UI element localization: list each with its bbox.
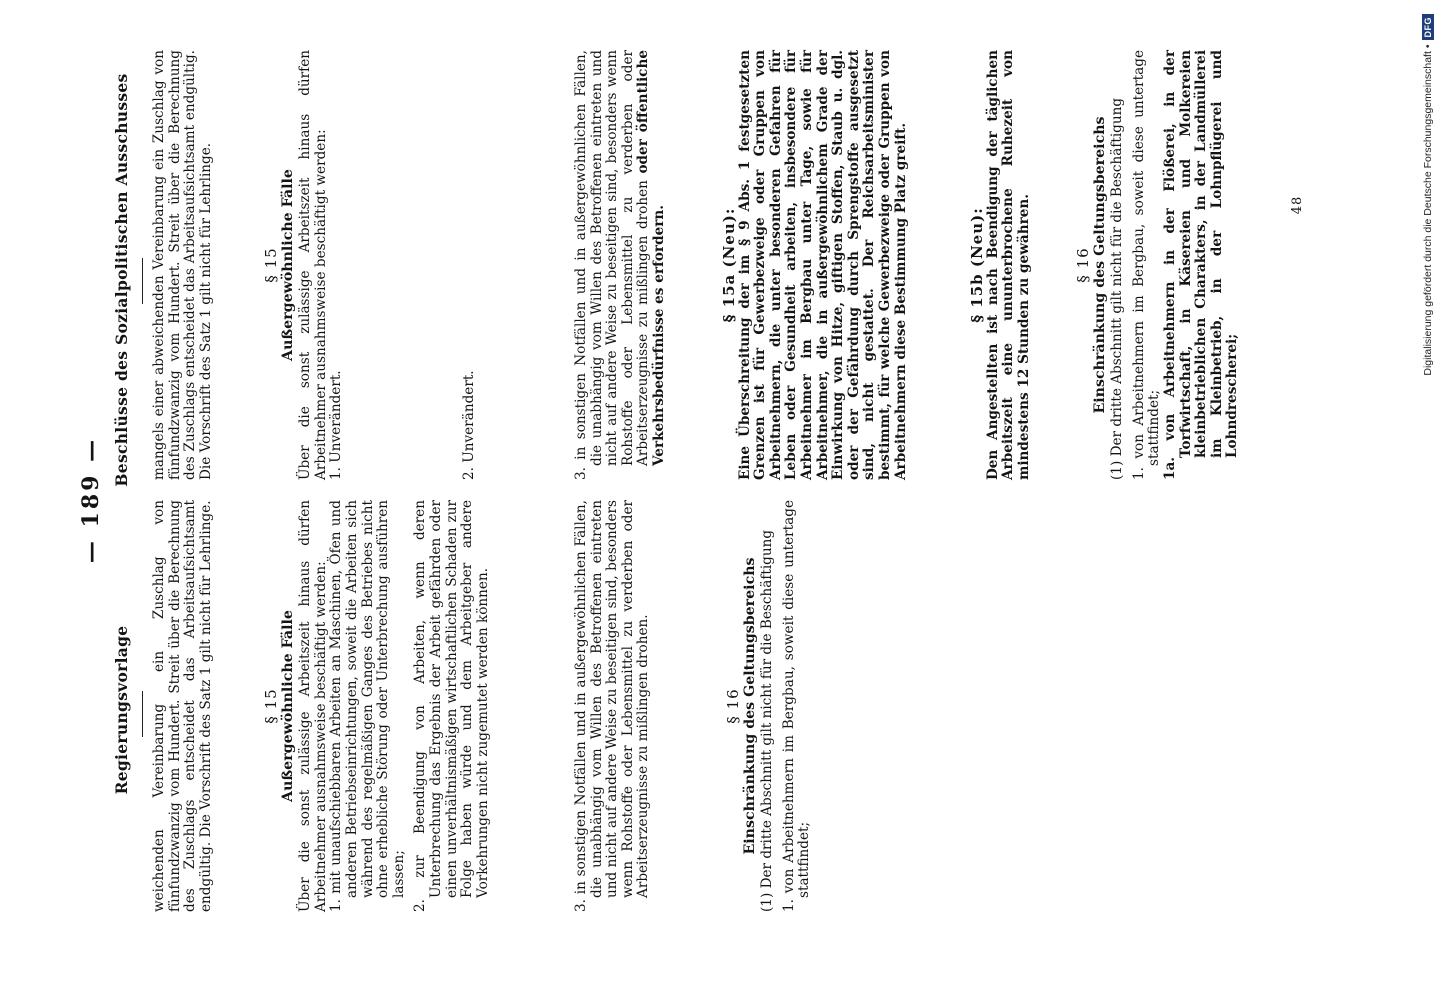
digitization-credit bbox=[1416, 6, 1434, 996]
list-item: 3. in sonstigen Notfällen und in außergewöhnlichen Fällen, die unabhängig vom Willen des Betroffenen eintreten und nicht auf andere Weise zu beseitigen sind, besonders wenn Rohstoffe oder Lebensmittel zu verderben oder Arbeitserzeugnisse zu mißlingen drohen. bbox=[573, 500, 652, 912]
right-column-title: Beschlüsse des Sozialpolitischen Ausschusses bbox=[112, 73, 131, 487]
right-intro-paragraph: mangels einer abweichenden Vereinbarung ein Zuschlag von fünfundzwanzig vom Hundert. Streit über die Berechnung des Zuschlags entscheidet das Arbeitsaufsichtsamt endgültig. Die Vorschrift des Satz 1 gilt nicht für Lehrlinge. bbox=[151, 50, 214, 480]
right-title-rule bbox=[142, 258, 143, 304]
right-section-15a bbox=[722, 50, 909, 480]
section-title: Außergewöhnliche Fälle bbox=[279, 610, 296, 802]
right-section-15 bbox=[264, 50, 345, 480]
section-number: § 16 bbox=[1074, 247, 1092, 283]
section-title: Einschränkung des Geltungsbereichs bbox=[741, 557, 758, 855]
left-intro-block bbox=[152, 500, 214, 912]
item-text-added: oder öffentliche Verkehrsbedürfnisse es erfordern. bbox=[635, 50, 667, 466]
left-section-16 bbox=[726, 500, 813, 912]
list-item: 1a. von Arbeitnehmern in der Flößerei, in der Torfwirtschaft, in Käsereien und Molkereien kleinbetrieblichen Charakters, in der Landmüllerei im Kleinbetrieb, in der Lohnpflügerei und Lohndrescherei; bbox=[1161, 50, 1241, 480]
list-item bbox=[574, 50, 668, 480]
section-paragraph: Den Angestellten ist nach Beendigung der täglichen Arbeitszeit eine ununterbrochene Ruhezeit von mindestens 12 Stunden zu gewähren. bbox=[984, 50, 1032, 480]
list-item: 2. zur Beendigung von Arbeiten, wenn deren Unterbrechung das Ergebnis der Arbeit gefährden oder einen unverhältnismäßigen wirtschaftlichen Schaden zur Folge haben würde und dem Arbeitgeber andere Vorkehrungen nicht zugemutet werden können. bbox=[412, 500, 491, 912]
left-title-rule bbox=[142, 691, 143, 737]
section-number: § 15a (Neu): bbox=[720, 207, 738, 323]
section-title: Einschränkung des Geltungsbereichs bbox=[1091, 116, 1108, 414]
list-item: 1. Unverändert. bbox=[328, 370, 345, 480]
digitization-credit-text: Digitalisierung gefördert durch die Deutsche Forschungsgemeinschaft • bbox=[1422, 44, 1434, 376]
section-paragraph: (1) Der dritte Abschnitt gilt nicht für die Beschäftigung bbox=[1109, 97, 1126, 480]
right-section-15-item3 bbox=[574, 50, 668, 480]
list-item: 1. von Arbeitnehmern im Bergbau, soweit diese untertage stattfindet; bbox=[780, 500, 813, 912]
page-footer-number: 48 bbox=[1290, 195, 1305, 215]
list-item: 1. mit unaufschiebbaren Arbeiten an Maschinen, Öfen und anderen Betriebseinrichtungen, soweit die Arbeiten sich während des regelmäßigen Ganges des Betriebes nicht ohne erhebliche Störung oder Unterbrechung ausführen lassen; bbox=[328, 500, 407, 912]
page-header-number: — 189 — bbox=[78, 436, 104, 564]
section-title: Außergewöhnliche Fälle bbox=[279, 169, 296, 361]
dfg-logo: DFG bbox=[1422, 14, 1434, 41]
section-number: § 15 bbox=[262, 247, 280, 283]
section-paragraph: Eine Überschreitung der im § 9 Abs. 1 festgesetzten Grenzen ist für Gewerbezweige oder Gruppen von Arbeitnehmern, die unter besonderen Gefahren für Leben oder Gesundheit arbeiten, insbesondere für Arbeitnehmer im Bergbau unter Tage, sowie für Arbeitnehmer, die in außergewöhnlichem Grade der Einwirkung von Hitze, giftigen Stoffen, Staub u. dgl. oder der Gefährdung durch Sprengstoffe ausgesetzt sind, nicht gestattet. Der Reichsarbeitsminister bestimmt, für welche Gewerbezweige oder Gruppen von Arbeitnehmern diese Bestimmung Platz greift. bbox=[736, 50, 909, 480]
section-intro: Über die sonst zulässige Arbeitszeit hinaus dürfen Arbeitnehmer ausnahmsweise beschäftigt werden: bbox=[297, 50, 329, 480]
digitization-credit-inner bbox=[1416, 6, 1434, 996]
right-intro-block bbox=[152, 50, 214, 480]
right-section-15b bbox=[970, 50, 1032, 480]
left-intro-paragraph: weichenden Vereinbarung ein Zuschlag von fünfundzwanzig vom Hundert. Streit über die Berechnung des Zuschlags entscheidet das Arbeitsaufsichtsamt endgültig. Die Vorschrift des Satz 1 gilt nicht für Lehrlinge. bbox=[151, 500, 214, 912]
left-section-15-item3 bbox=[574, 500, 652, 912]
list-item: 2. Unverändert. bbox=[461, 370, 477, 480]
item-text: 3. in sonstigen Notfällen und in außergewöhnlichen Fällen, die unabhängig vom Willen des Betroffenen eintreten und nicht auf andere Weise zu beseitigen sind, besonders wenn Rohstoffe oder Lebensmittel zu verderben oder Arbeitserzeugnisse zu mißlingen drohen bbox=[573, 50, 652, 480]
list-item: 1. von Arbeitnehmern im Bergbau, soweit diese untertage stattfindet; bbox=[1130, 50, 1163, 480]
left-column-title: Regierungsvorlage bbox=[112, 625, 131, 795]
right-section-16 bbox=[1076, 50, 1241, 480]
section-number: § 16 bbox=[724, 688, 742, 724]
section-number: § 15b (Neu): bbox=[968, 207, 986, 323]
section-paragraph: (1) Der dritte Abschnitt gilt nicht für die Beschäftigung bbox=[759, 529, 776, 912]
left-section-15 bbox=[264, 500, 491, 912]
section-intro: Über die sonst zulässige Arbeitszeit hinaus dürfen Arbeitnehmer ausnahmsweise beschäftigt werden: bbox=[297, 500, 329, 912]
section-number: § 15 bbox=[262, 688, 280, 724]
right-section-15-item2 bbox=[462, 50, 478, 480]
